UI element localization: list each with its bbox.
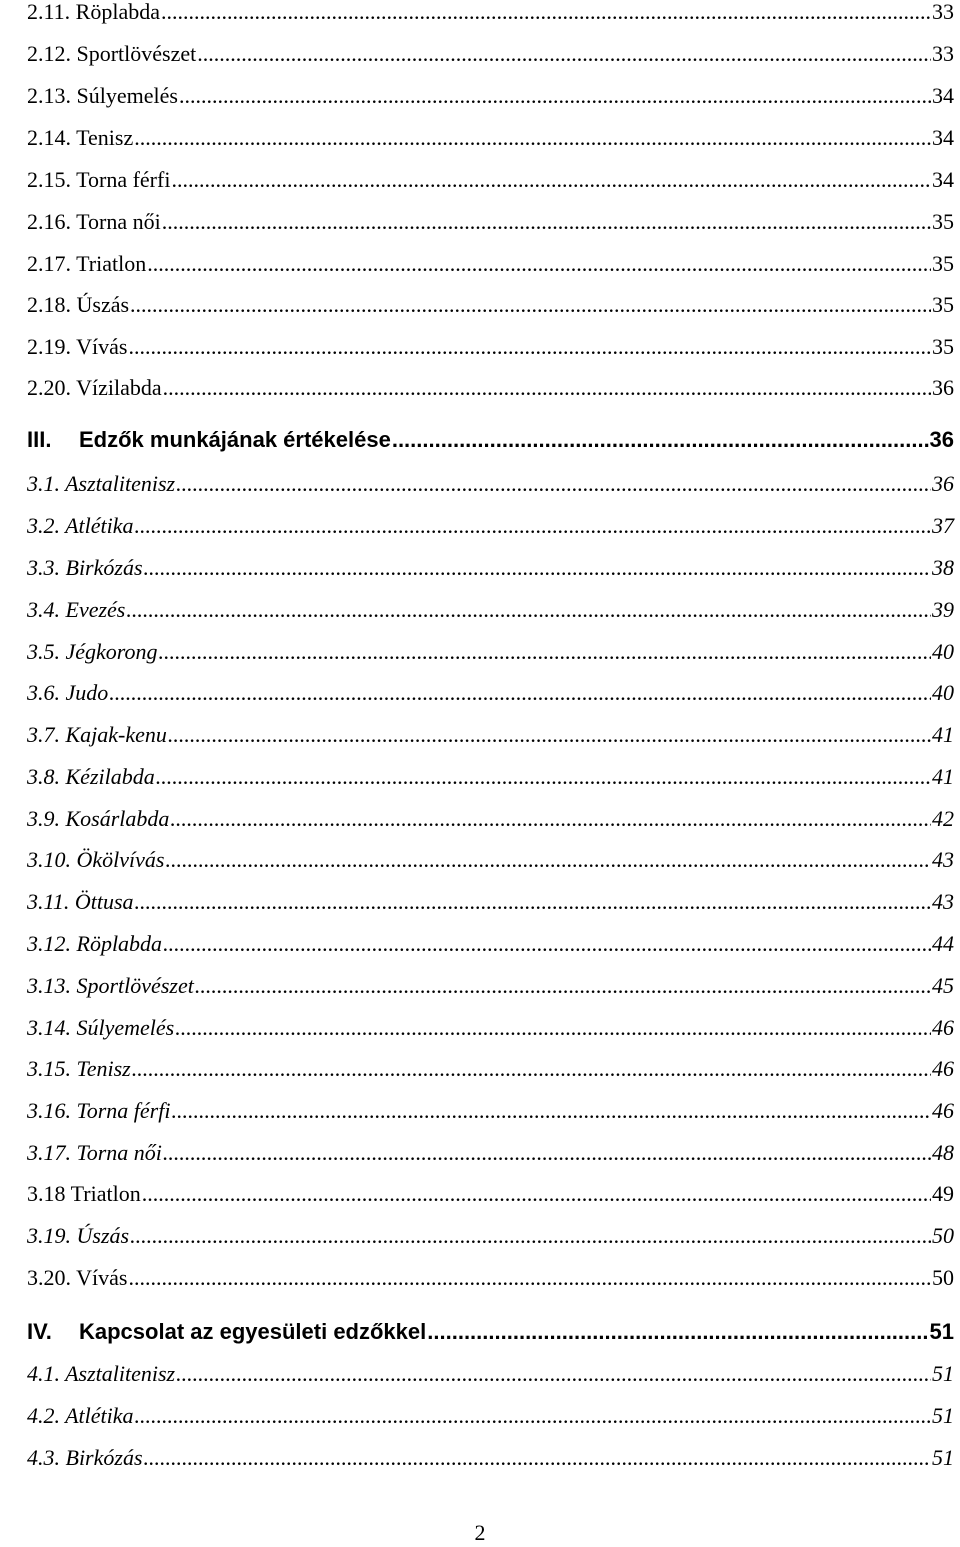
dot-leader (392, 426, 929, 454)
toc-entry-label (27, 426, 391, 454)
toc-entry-title: 3.8. Kézilabda (27, 764, 155, 789)
dot-leader (147, 250, 931, 278)
toc-entry-title: 2.15. Torna férfi (27, 167, 171, 192)
dot-leader (128, 333, 931, 361)
dot-leader (171, 1097, 931, 1125)
toc-entry[interactable] (27, 1055, 954, 1083)
toc-entry-label (27, 1264, 127, 1292)
toc-page-number: 35 (932, 292, 954, 317)
toc-entry-title: Edzők munkájának értékelése (79, 427, 391, 452)
toc-page-number: 34 (932, 167, 954, 192)
toc-entry[interactable] (27, 1014, 954, 1042)
toc-entry-label (27, 1139, 162, 1167)
toc-entry-label (27, 596, 125, 624)
dot-leader (170, 805, 931, 833)
toc-entry-label (27, 930, 162, 958)
toc-page-number: 46 (932, 1015, 954, 1040)
toc-entry-title: 3.7. Kajak-kenu (27, 722, 167, 747)
toc-page-number: 37 (932, 513, 954, 538)
toc-page-number: 35 (932, 209, 954, 234)
toc-entry-label (27, 763, 155, 791)
toc-entry[interactable] (27, 721, 954, 749)
toc-page-number: 41 (932, 764, 954, 789)
toc-entry-label (27, 972, 194, 1000)
toc-entry-label (27, 846, 164, 874)
toc-entry[interactable] (27, 1264, 954, 1292)
toc-page-number: 39 (932, 597, 954, 622)
toc-entry-title: 2.16. Torna női (27, 209, 161, 234)
toc-entry-title: 3.13. Sportlövészet (27, 973, 194, 998)
toc-page-number: 46 (932, 1056, 954, 1081)
toc-entry-label (27, 1402, 134, 1430)
toc-entry[interactable] (27, 0, 954, 26)
toc-page-number: 35 (932, 251, 954, 276)
toc-entry-label (27, 1097, 170, 1125)
toc-entry-title: 2.19. Vívás (27, 334, 128, 359)
toc-entry-label (27, 1055, 131, 1083)
dot-leader (144, 554, 932, 582)
dot-leader (128, 1264, 931, 1292)
toc-page-number: 34 (932, 83, 954, 108)
toc-page-number: 36 (929, 427, 954, 452)
toc-page-number: 41 (932, 722, 954, 747)
toc-page-number: 42 (932, 806, 954, 831)
toc-entry[interactable] (27, 930, 954, 958)
toc-entry[interactable] (27, 846, 954, 874)
toc-section-number: IV. (27, 1319, 52, 1344)
toc-entry-label (27, 208, 161, 236)
dot-leader (427, 1318, 928, 1346)
toc-entry-label (27, 374, 162, 402)
toc-entry-title: 2.13. Súlyemelés (27, 83, 178, 108)
toc-page-number: 34 (932, 125, 954, 150)
dot-leader (175, 1014, 931, 1042)
toc-entry-label (27, 1444, 143, 1472)
dot-leader (126, 596, 931, 624)
toc-entry-label (27, 82, 178, 110)
toc-entry-label (27, 721, 167, 749)
dot-leader (163, 930, 931, 958)
toc-page-number: 38 (932, 555, 954, 580)
toc-entry-title: 3.12. Röplabda (27, 931, 163, 956)
toc-page-number: 51 (932, 1445, 954, 1470)
toc-entry-label (27, 679, 108, 707)
toc-entry[interactable] (27, 638, 954, 666)
toc-entry[interactable] (27, 124, 954, 152)
toc-entry-label (27, 554, 143, 582)
toc-entry-title: 3.15. Tenisz (27, 1056, 131, 1081)
toc-entry[interactable] (27, 805, 954, 833)
toc-page-number: 36 (932, 375, 954, 400)
toc-entry-title: 3.11. Öttusa (27, 889, 134, 914)
toc-entry-title: 2.14. Tenisz (27, 125, 134, 150)
dot-leader (132, 1055, 931, 1083)
dot-leader (163, 1139, 931, 1167)
toc-entry[interactable] (27, 374, 954, 402)
toc-page-number: 36 (932, 471, 954, 496)
dot-leader (135, 888, 931, 916)
toc-entry-title: 2.11. Röplabda (27, 0, 160, 24)
toc-entry-title: 3.6. Judo (27, 680, 109, 705)
toc-entry-title: 2.12. Sportlövészet (27, 41, 197, 66)
toc-entry-label (27, 638, 158, 666)
toc-entry-title: 3.9. Kosárlabda (27, 806, 170, 831)
toc-entry-title: 4.1. Asztalitenisz (27, 1361, 176, 1386)
toc-entry-title: 4.2. Atlétika (27, 1403, 134, 1428)
toc-entry[interactable] (27, 250, 954, 278)
toc-page-number: 46 (932, 1098, 954, 1123)
toc-entry-label (27, 470, 175, 498)
toc-entry-label (27, 124, 133, 152)
toc-entry-label (27, 1360, 175, 1388)
toc-entry-label (27, 1222, 129, 1250)
toc-entry[interactable] (27, 554, 954, 582)
toc-entry-label (27, 1318, 426, 1346)
toc-entry-label (27, 1014, 174, 1042)
toc-page-number: 33 (932, 0, 954, 24)
toc-entry[interactable] (27, 679, 954, 707)
toc-entry-title: 2.20. Vízilabda (27, 375, 162, 400)
dot-leader (109, 679, 931, 707)
dot-leader (134, 124, 931, 152)
toc-entry[interactable] (27, 1360, 954, 1388)
toc-page-number: 50 (932, 1265, 954, 1290)
toc-entry[interactable] (27, 1139, 954, 1167)
dot-leader (176, 470, 931, 498)
dot-leader (179, 82, 931, 110)
toc-entry-title: 4.3. Birkózás (27, 1445, 143, 1470)
toc-entry-label (27, 1180, 141, 1208)
toc-page-number: 51 (929, 1319, 954, 1344)
dot-leader (156, 763, 931, 791)
toc-entry[interactable] (27, 1444, 954, 1472)
toc-entry-label (27, 166, 170, 194)
toc-page-number: 48 (932, 1140, 954, 1165)
dot-leader (159, 638, 931, 666)
toc-entry[interactable] (27, 888, 954, 916)
toc-entry-title: 3.16. Torna férfi (27, 1098, 171, 1123)
toc-entry[interactable] (27, 166, 954, 194)
dot-leader (171, 166, 931, 194)
dot-leader (135, 1402, 931, 1430)
toc-entry-title: 3.10. Ökölvívás (27, 847, 165, 872)
toc-entry-title: 2.17. Triatlon (27, 251, 147, 276)
dot-leader (142, 1180, 931, 1208)
dot-leader (168, 721, 931, 749)
toc-entry-title: 3.18 Triatlon (27, 1181, 141, 1206)
toc-entry-title: 3.3. Birkózás (27, 555, 143, 580)
dot-leader (144, 1444, 932, 1472)
toc-entry-label (27, 40, 196, 68)
toc-page-number: 40 (932, 639, 954, 664)
toc-entry[interactable] (27, 291, 954, 319)
toc-entry-title: 3.4. Evezés (27, 597, 126, 622)
toc-entry-title: 3.1. Asztalitenisz (27, 471, 176, 496)
toc-entry-label (27, 512, 134, 540)
toc-section-heading[interactable] (27, 1318, 954, 1346)
toc-page-number: 51 (932, 1361, 954, 1386)
toc-entry[interactable] (27, 1222, 954, 1250)
dot-leader (162, 208, 931, 236)
toc-page-number: 43 (932, 847, 954, 872)
toc-page-number: 50 (932, 1223, 954, 1248)
toc-entry[interactable] (27, 596, 954, 624)
dot-leader (165, 846, 931, 874)
toc-page-number: 43 (932, 889, 954, 914)
toc-entry-title: 3.5. Jégkorong (27, 639, 158, 664)
toc-entry[interactable] (27, 1097, 954, 1125)
toc-entry-label (27, 888, 134, 916)
toc-page-number: 44 (932, 931, 954, 956)
toc-entry-title: Kapcsolat az egyesületi edzőkkel (79, 1319, 427, 1344)
dot-leader (130, 1222, 931, 1250)
dot-leader (161, 0, 931, 26)
dot-leader (176, 1360, 931, 1388)
toc-entry[interactable] (27, 763, 954, 791)
toc-section-number: III. (27, 427, 52, 452)
dot-leader (195, 972, 931, 1000)
toc-entry-label (27, 0, 160, 26)
toc-entry-title: 3.20. Vívás (27, 1265, 128, 1290)
toc-entry[interactable] (27, 972, 954, 1000)
toc-entry-label (27, 333, 127, 361)
toc-entry[interactable] (27, 512, 954, 540)
toc-page-number: 51 (932, 1403, 954, 1428)
toc-entry-label (27, 250, 146, 278)
toc-entry[interactable] (27, 40, 954, 68)
toc-page-number: 49 (932, 1181, 954, 1206)
toc-page-number: 35 (932, 334, 954, 359)
dot-leader (130, 291, 931, 319)
toc-page-number: 33 (932, 41, 954, 66)
toc-entry[interactable] (27, 208, 954, 236)
toc-entry-title: 3.14. Súlyemelés (27, 1015, 175, 1040)
toc-entry-title: 3.2. Atlétika (27, 513, 134, 538)
toc-entry-title: 3.19. Úszás (27, 1223, 130, 1248)
toc-entry-label (27, 291, 129, 319)
toc-entry-label (27, 805, 169, 833)
toc-page-number: 40 (932, 680, 954, 705)
dot-leader (135, 512, 931, 540)
dot-leader (163, 374, 931, 402)
dot-leader (197, 40, 931, 68)
toc-entry-title: 2.18. Úszás (27, 292, 130, 317)
toc-section-heading[interactable] (27, 426, 954, 454)
toc-entry[interactable] (27, 470, 954, 498)
page-number: 2 (474, 1520, 486, 1545)
toc-entry-title: 3.17. Torna női (27, 1140, 162, 1165)
toc-entry[interactable] (27, 1402, 954, 1430)
toc-entry[interactable] (27, 82, 954, 110)
toc-entry[interactable] (27, 333, 954, 361)
toc-entry[interactable] (27, 1180, 954, 1208)
toc-page-number: 45 (932, 973, 954, 998)
